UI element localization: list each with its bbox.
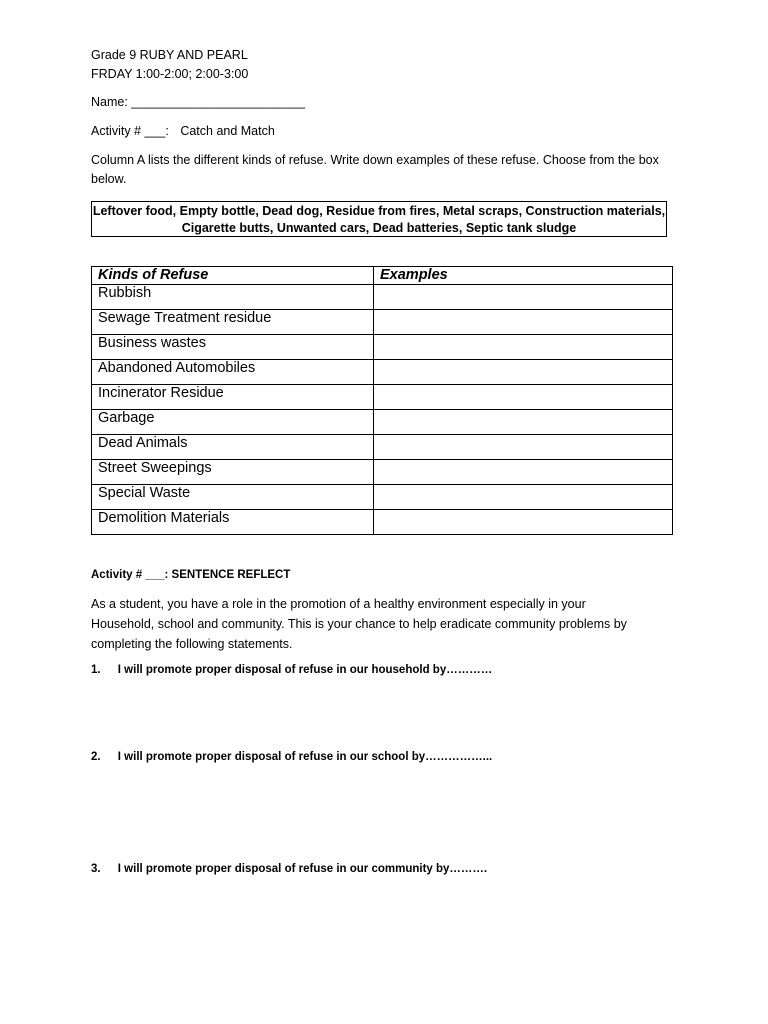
examples-answer-cell[interactable]: [374, 460, 673, 485]
activity1-title-name: Catch and Match: [180, 124, 275, 138]
table-row: [92, 410, 673, 435]
refuse-kind-cell: Sewage Treatment residue: [92, 310, 374, 335]
examples-answer-cell[interactable]: [374, 310, 673, 335]
table-row: [92, 510, 673, 535]
examples-answer-cell[interactable]: [374, 360, 673, 385]
refuse-kind-cell: Rubbish: [92, 285, 374, 310]
grade-line: Grade 9 RUBY AND PEARL: [91, 48, 248, 62]
refuse-kind-cell: Street Sweepings: [92, 460, 374, 485]
examples-answer-cell[interactable]: [374, 510, 673, 535]
activity2-intro-line-3: completing the following statements.: [91, 637, 293, 651]
statement-number: 1.: [91, 664, 101, 676]
list-item: [91, 863, 487, 875]
refuse-kind-cell: Demolition Materials: [92, 510, 374, 535]
table-row: [92, 460, 673, 485]
table-row: [92, 335, 673, 360]
refuse-kind-cell: Abandoned Automobiles: [92, 360, 374, 385]
statement-text: I will promote proper disposal of refuse in our household by…………: [117, 664, 493, 676]
table-row: [92, 385, 673, 410]
refuse-kind-cell: Garbage: [92, 410, 374, 435]
table-row: [92, 310, 673, 335]
statement-text: I will promote proper disposal of refuse in our community by……….: [117, 863, 488, 875]
word-box-line-1: Leftover food, Empty bottle, Dead dog, Residue from fires, Metal scraps, Construction materials,: [92, 204, 666, 218]
refuse-table: [91, 266, 673, 535]
word-choice-box: [91, 201, 667, 237]
refuse-kind-cell: Incinerator Residue: [92, 385, 374, 410]
list-item: [91, 664, 492, 676]
name-line: Name: _________________________: [91, 95, 306, 109]
activity1-instructions: Column A lists the different kinds of refuse. Write down examples of these refuse. Choose from the box below.: [91, 153, 659, 186]
word-box-line-2: Cigarette butts, Unwanted cars, Dead batteries, Septic tank sludge: [181, 221, 577, 235]
activity1-title: [91, 122, 275, 141]
refuse-kind-cell: Dead Animals: [92, 435, 374, 460]
examples-answer-cell[interactable]: [374, 285, 673, 310]
examples-answer-cell[interactable]: [374, 485, 673, 510]
table-row: [92, 435, 673, 460]
list-item: [91, 751, 492, 763]
activity2-intro-line-1: As a student, you have a role in the promotion of a healthy environment especially in your: [91, 597, 586, 611]
examples-answer-cell[interactable]: [374, 410, 673, 435]
examples-answer-cell[interactable]: [374, 385, 673, 410]
schedule-line: FRDAY 1:00-2:00; 2:00-3:00: [91, 67, 249, 81]
refuse-kind-cell: Special Waste: [92, 485, 374, 510]
examples-answer-cell[interactable]: [374, 435, 673, 460]
refuse-kind-cell: Business wastes: [92, 335, 374, 360]
activity1-title-prefix: Activity # ___:: [91, 124, 169, 138]
header-kinds-of-refuse: Kinds of Refuse: [92, 267, 374, 285]
activity2-title: Activity # ___: SENTENCE REFLECT: [91, 569, 291, 581]
header-examples: Examples: [374, 267, 673, 285]
table-header-row: [92, 267, 673, 285]
statement-number: 2.: [91, 751, 101, 763]
table-row: [92, 285, 673, 310]
activity2-intro-line-2: Household, school and community. This is your chance to help eradicate community problems by: [91, 617, 627, 631]
statement-number: 3.: [91, 863, 101, 875]
table-row: [92, 360, 673, 385]
examples-answer-cell[interactable]: [374, 335, 673, 360]
statement-text: I will promote proper disposal of refuse in our school by……………...: [117, 751, 493, 763]
table-row: [92, 485, 673, 510]
